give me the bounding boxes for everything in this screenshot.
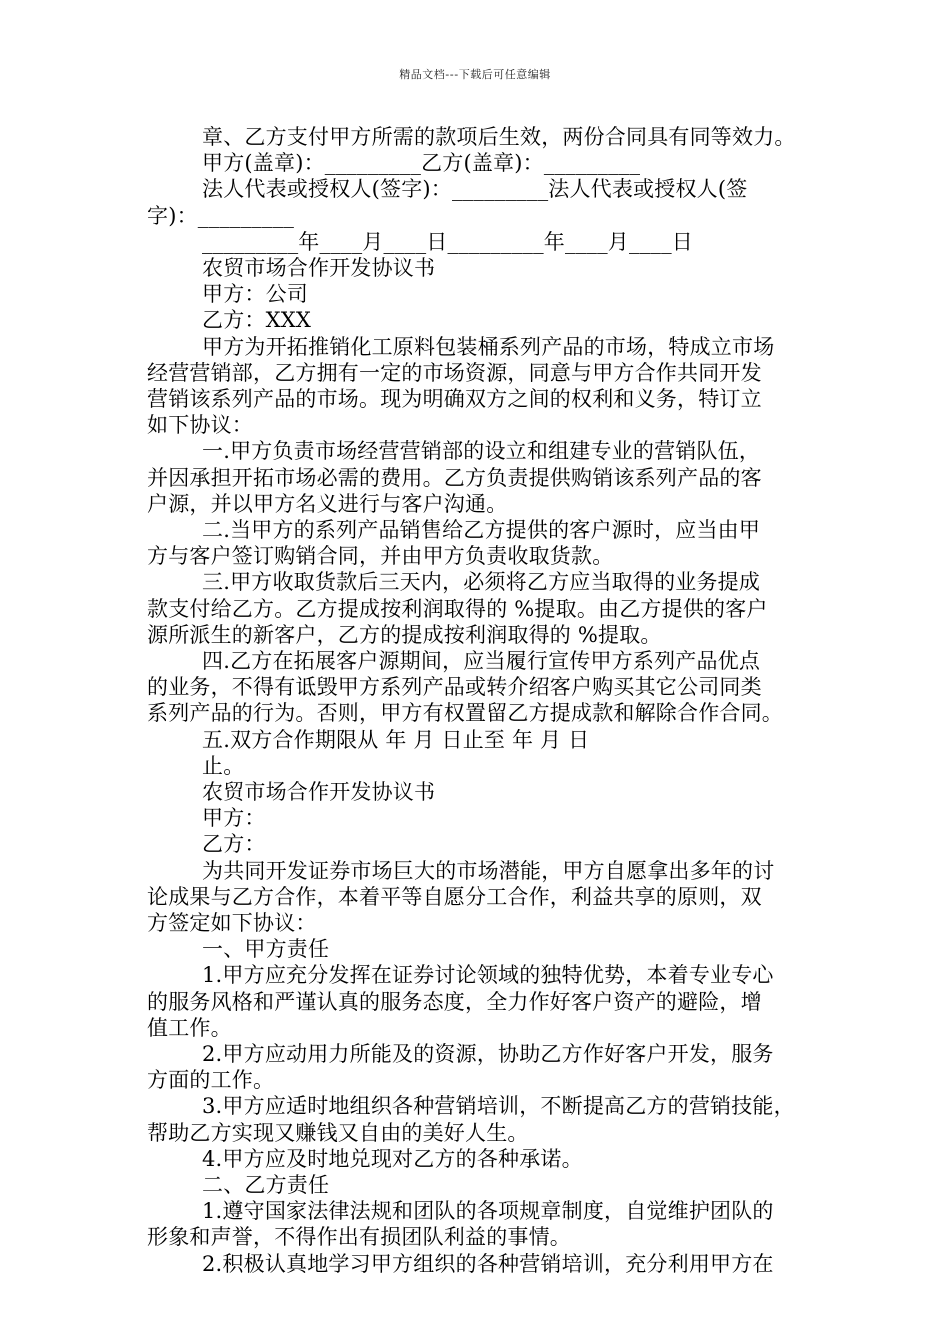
text-line: 方签定如下协议：	[147, 911, 317, 935]
text-line: 乙方：	[202, 832, 266, 857]
text-line: 甲方为开拓推销化工原料包装桶系列产品的市场，特成立市场	[202, 334, 775, 359]
text-line: 并因承担开拓市场必需的费用。乙方负责提供购销该系列产品的客	[147, 465, 762, 490]
text-line: 一.甲方负责市场经营营销部的设立和组建专业的营销队伍，	[202, 439, 761, 464]
section-title: 农贸市场合作开发协议书	[202, 256, 436, 280]
text-line: 形象和声誉，不得作出有损团队利益的事情。	[147, 1225, 571, 1250]
text-line: 的服务风格和严谨认真的服务态度，全力作好客户资产的避险，增	[147, 989, 762, 1014]
text-line: 法人代表或授权人(签字)：_________法人代表或授权人(签	[202, 177, 748, 202]
text-line: 方与客户签订购销合同，并由甲方负责收取货款。	[147, 544, 614, 569]
text-line: 三.甲方收取货款后三天内，必须将乙方应当取得的业务提成	[202, 570, 761, 595]
text-line: 论成果与乙方合作，本着平等自愿分工合作，利益共享的原则，双	[147, 884, 762, 909]
text-line: 甲方：公司	[202, 282, 308, 307]
text-line: 为共同开发证券市场巨大的市场潜能，甲方自愿拿出多年的讨	[202, 858, 775, 883]
section-heading: 二、乙方责任	[202, 1173, 330, 1197]
text-line: 户源，并以甲方名义进行与客户沟通。	[147, 491, 508, 516]
text-line: 四.乙方在拓展客户源期间，应当履行宣传甲方系列产品优点	[202, 649, 761, 673]
text-line: 1.遵守国家法律法规和团队的各项规章制度，自觉维护团队的	[202, 1199, 774, 1224]
section-heading: 一、甲方责任	[202, 937, 330, 962]
text-line: 甲方：	[202, 806, 266, 831]
text-line: 1.甲方应充分发挥在证券讨论领域的独特优势，本着专业专心	[202, 963, 774, 988]
text-line: 3.甲方应适时地组织各种营销培训，不断提高乙方的营销技能，	[202, 1094, 795, 1119]
text-line: 2.积极认真地学习甲方组织的各种营销培训，充分利用甲方在	[202, 1251, 774, 1276]
text-line: 帮助乙方实现又赚钱又自由的美好人生。	[147, 1120, 529, 1145]
text-line: 源所派生的新客户，乙方的提成按利润取得的 %提取。	[147, 622, 662, 647]
text-line: 款支付给乙方。乙方提成按利润取得的 %提取。由乙方提供的客户	[147, 596, 768, 621]
text-line: 章、乙方支付甲方所需的款项后生效，两份合同具有同等效力。	[202, 125, 796, 149]
text-line: 系列产品的行为。否则，甲方有权置留乙方提成款和解除合作合同。	[147, 701, 783, 726]
text-line: 五.双方合作期限从 年 月 日止至 年 月 日	[202, 727, 590, 752]
section-title: 农贸市场合作开发协议书	[202, 780, 436, 804]
text-line: 4.甲方应及时地兑现对乙方的各种承诺。	[202, 1146, 583, 1171]
text-line: 止。	[202, 753, 245, 778]
text-line: 字)：_________	[147, 203, 295, 228]
text-line: 乙方：XXX	[202, 308, 312, 333]
text-line: 二.当甲方的系列产品销售给乙方提供的客户源时，应当由甲	[202, 518, 761, 542]
text-line: 营销该系列产品的市场。现为明确双方之间的权利和义务，特订立	[147, 387, 762, 411]
text-line: _________年____月____日_________年____月____日	[202, 229, 693, 254]
text-line: 甲方(盖章)：_________乙方(盖章)：_________	[202, 151, 641, 176]
text-line: 经营营销部，乙方拥有一定的市场资源，同意与甲方合作共同开发	[147, 360, 762, 385]
text-line: 如下协议：	[147, 413, 253, 438]
text-line: 值工作。	[147, 1015, 232, 1040]
page-header: 精品文档---下载后可任意编辑	[399, 68, 551, 81]
text-line: 的业务，不得有诋毁甲方系列产品或转介绍客户购买其它公司同类	[147, 675, 762, 700]
text-line: 2.甲方应动用力所能及的资源，协助乙方作好客户开发，服务	[202, 1042, 774, 1066]
text-line: 方面的工作。	[147, 1068, 275, 1093]
